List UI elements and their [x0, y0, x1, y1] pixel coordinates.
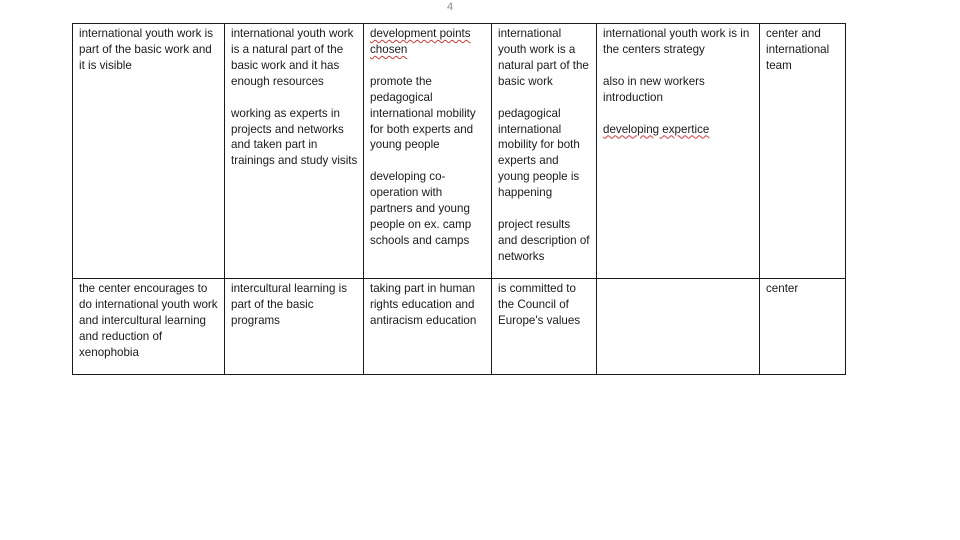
cell-text: developing co-operation with partners and young people on ex. camp schools and camps [370, 170, 472, 247]
cell-text: project results and description of networks [498, 218, 590, 263]
cell-text: also in new workers introduction [603, 74, 705, 104]
page-number: 4 [447, 1, 454, 13]
table-cell-empty [597, 279, 760, 375]
table-cell [225, 279, 364, 375]
cell-text: development points chosen [370, 27, 471, 56]
table-cell [73, 24, 225, 279]
cell-text: intercultural learning is part of the basic programs [231, 282, 347, 327]
table-cell [364, 24, 492, 279]
cell-text: pedagogical international mobility for both experts and young people is happening [498, 106, 580, 200]
table-cell [73, 279, 225, 375]
cell-text: is committed to the Council of Europe's values [498, 282, 581, 327]
table-cell [364, 279, 492, 375]
table-cell [760, 24, 846, 279]
youth-work-table [72, 23, 846, 375]
cell-text: international youth work is in the centers strategy [603, 27, 750, 56]
cell-text: working as experts in projects and networks and taken part in trainings and study visits [231, 106, 358, 168]
cell-text: taking part in human rights education and antiracism education [370, 282, 477, 327]
cell-text: center [766, 282, 799, 295]
table-cell [597, 24, 760, 279]
cell-text: international youth work is part of the basic work and it is visible [79, 27, 214, 72]
cell-text: center and international team [766, 27, 830, 72]
table-cell [225, 24, 364, 279]
cell-text: developing expertice [603, 122, 710, 136]
cell-text: the center encourages to do international youth work and intercultural learning and reduction of xenophobia [79, 282, 218, 359]
cell-text: international youth work is a natural part of the basic work [498, 27, 589, 88]
cell-text: promote the pedagogical international mobility for both experts and young people [370, 74, 476, 152]
table-cell [492, 24, 597, 279]
table-row [73, 24, 846, 279]
table-cell [760, 279, 846, 375]
table-row [73, 279, 846, 375]
cell-text: international youth work is a natural part of the basic work and it has enough resources [231, 27, 354, 88]
table-cell [492, 279, 597, 375]
